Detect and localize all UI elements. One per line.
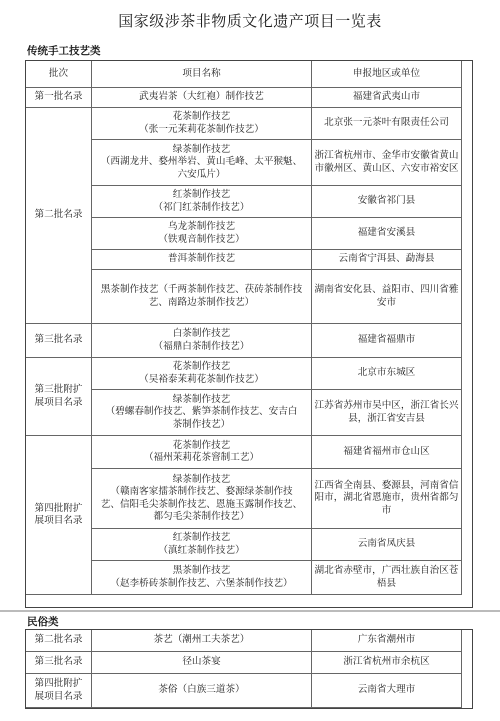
project-name-cell [92,630,312,652]
region-cell [312,561,462,595]
project-name-cell [92,358,312,390]
table-row [26,390,462,436]
region-cell [312,186,462,218]
table-row [26,186,462,218]
region-line: 浙江省杭州市、金华市安徽省黄山 [314,150,459,162]
table-row [26,270,462,324]
project-name-cell [92,436,312,469]
region-cell [312,630,462,652]
region-cell [312,358,462,390]
table-row [26,324,462,358]
batch-cell [26,674,92,708]
name-line: 艺、信阳毛尖茶制作技艺、恩施玉露制作技艺、 [100,498,303,510]
region-line: 广东省潮州市 [357,634,416,646]
region-line: 云南省宁洱县、勐海县 [338,253,435,265]
project-name-cell [92,652,312,674]
header-region: 申报地区或单位 [312,61,462,88]
table-row [26,108,462,140]
table-row [26,218,462,250]
region-line: 福建省安溪县 [357,227,416,239]
project-name-cell [92,529,312,561]
region-cell [312,674,462,708]
table-row [26,358,462,390]
traditional-table [25,60,462,595]
region-cell [312,469,462,529]
region-line: 浙江省杭州市余杭区 [343,656,430,668]
region-line: 江苏省苏州市吴中区，浙江省长兴 [314,400,459,412]
name-line: 茶俗（白族三道茶） [158,684,245,696]
header-batch: 批次 [26,61,92,88]
batch-line: 第三批附扩 [34,384,83,396]
region-line: 江西省全南县、婺源县，河南省信 [314,479,459,491]
name-line: （祁门红茶制作技艺） [153,201,250,213]
table-row [26,652,462,674]
table-row [26,469,462,529]
table-row [26,529,462,561]
name-line: 都匀毛尖茶制作技艺） [153,510,250,522]
name-line: 径山茶宴 [182,656,221,668]
project-name-cell [92,88,312,108]
region-line: 福建省福鼎市 [357,334,416,346]
project-name-cell [92,561,312,595]
name-line: （滇红茶制作技艺） [158,544,245,556]
region-cell [312,88,462,108]
name-line: 茶制作技艺） [172,418,231,430]
name-line: 黑茶制作技艺 [172,565,231,577]
project-name-cell [92,218,312,250]
name-line: 绿茶制作技艺 [172,393,231,405]
project-name-cell [92,140,312,186]
page-title: 国家级涉茶非物质文化遗产项目一览表 [118,12,382,30]
batch-cell [26,358,92,436]
name-line: （吴裕泰茉莉花茶制作技艺） [139,373,264,385]
batch-line: 展项目名录 [34,690,83,702]
region-line: 湖北省赤壁市，广西壮族自治区苍 [314,565,459,577]
name-line: 普洱茶制作技艺 [167,253,236,265]
section-title-folk: 民俗类 [27,616,59,628]
region-cell [312,652,462,674]
project-name-cell [92,324,312,358]
table-row [26,630,462,652]
name-line: （福州茉莉花茶窨制工艺） [143,452,260,463]
batch-line: 第四批附扩 [34,678,83,690]
table-row [26,250,462,270]
name-line: （赵李桥砖茶制作技艺、六堡茶制作技艺） [110,577,293,589]
region-line: 梧县 [376,577,397,589]
table-row [26,88,462,108]
name-line: 绿茶制作技艺 [172,143,231,155]
table-row [26,436,462,469]
region-line: 福建省福州市仓山区 [343,445,430,457]
batch-cell: 第一批名录 [26,88,92,108]
name-line: （张一元茉莉花茶制作技艺） [139,123,264,135]
region-cell [312,324,462,358]
header-name: 项目名称 [92,61,312,88]
name-line: （碧螺春制作技艺、紫笋茶制作技艺、安吉白 [105,406,298,418]
region-cell [312,108,462,140]
section-divider [0,610,500,612]
name-line: （西湖龙井、婺州举岩、黄山毛峰、太平猴魁、 [100,156,303,168]
table-row [26,674,462,708]
region-cell [312,436,462,469]
region-line: 云南省大理市 [357,684,416,696]
region-cell [312,218,462,250]
region-line: 县，浙江省安吉县 [348,412,425,424]
project-name-cell [92,390,312,436]
name-line: 红茶制作技艺 [172,532,231,544]
batch-cell [26,436,92,595]
region-cell [312,270,462,324]
region-line: 湖南省安化县、益阳市、四川省雅 [314,284,459,296]
project-name-cell [92,674,312,708]
folk-table [25,629,462,708]
name-line: 艺、南路边茶制作技艺） [148,296,255,308]
name-line: 花茶制作技艺 [172,111,231,123]
name-line: （赣南客家擂茶制作技艺、婺源绿茶制作技 [110,486,293,498]
region-line: 云南省凤庆县 [357,538,416,550]
name-line: 六安瓜片） [177,168,226,180]
project-name-cell [92,469,312,529]
project-name-cell [92,108,312,140]
region-cell [312,529,462,561]
name-line: （铁观音制作技艺） [158,233,245,245]
project-name-cell [92,250,312,270]
table-row [26,140,462,186]
name-line: 花茶制作技艺 [172,439,231,451]
table-row [26,561,462,595]
name-line: （福鼎白茶制作技艺） [153,340,250,352]
batch-cell: 第三批名录 [26,652,92,674]
table-header-row [26,61,462,88]
section-title-traditional: 传统手工技艺类 [27,45,101,57]
region-cell [312,250,462,270]
region-line: 市 [381,504,392,516]
name-line: 茶艺（潮州工夫茶艺） [153,634,250,646]
batch-cell: 第二批名录 [26,108,92,324]
region-line: 阳市，湖北省恩施市，贵州省都匀 [314,492,459,504]
region-line: 福建省武夷山市 [352,91,421,103]
batch-line: 展项目名录 [34,396,83,408]
region-line: 市徽州区、黄山区、六安市裕安区 [314,162,459,174]
region-line: 北京张一元茶叶有限责任公司 [324,117,449,129]
batch-cell: 第三批名录 [26,324,92,358]
region-line: 安徽省祁门县 [357,195,416,207]
name-line: 红茶制作技艺 [172,189,231,201]
region-line: 北京市东城区 [357,367,416,379]
batch-line: 第四批附扩 [34,502,83,514]
region-cell [312,140,462,186]
region-line: 安市 [376,296,397,308]
name-line: 乌龙茶制作技艺 [167,221,236,233]
name-line: 绿茶制作技艺 [172,473,231,485]
name-line: 武夷岩茶（大红袍）制作技艺 [139,91,264,103]
name-line: 黑茶制作技艺（千两茶制作技艺、茯砖茶制作技 [100,284,303,296]
region-cell [312,390,462,436]
project-name-cell [92,270,312,324]
batch-line: 展项目名录 [34,515,83,526]
name-line: 花茶制作技艺 [172,361,231,373]
project-name-cell [92,186,312,218]
name-line: 白茶制作技艺 [172,328,231,340]
batch-cell: 第二批名录 [26,630,92,652]
